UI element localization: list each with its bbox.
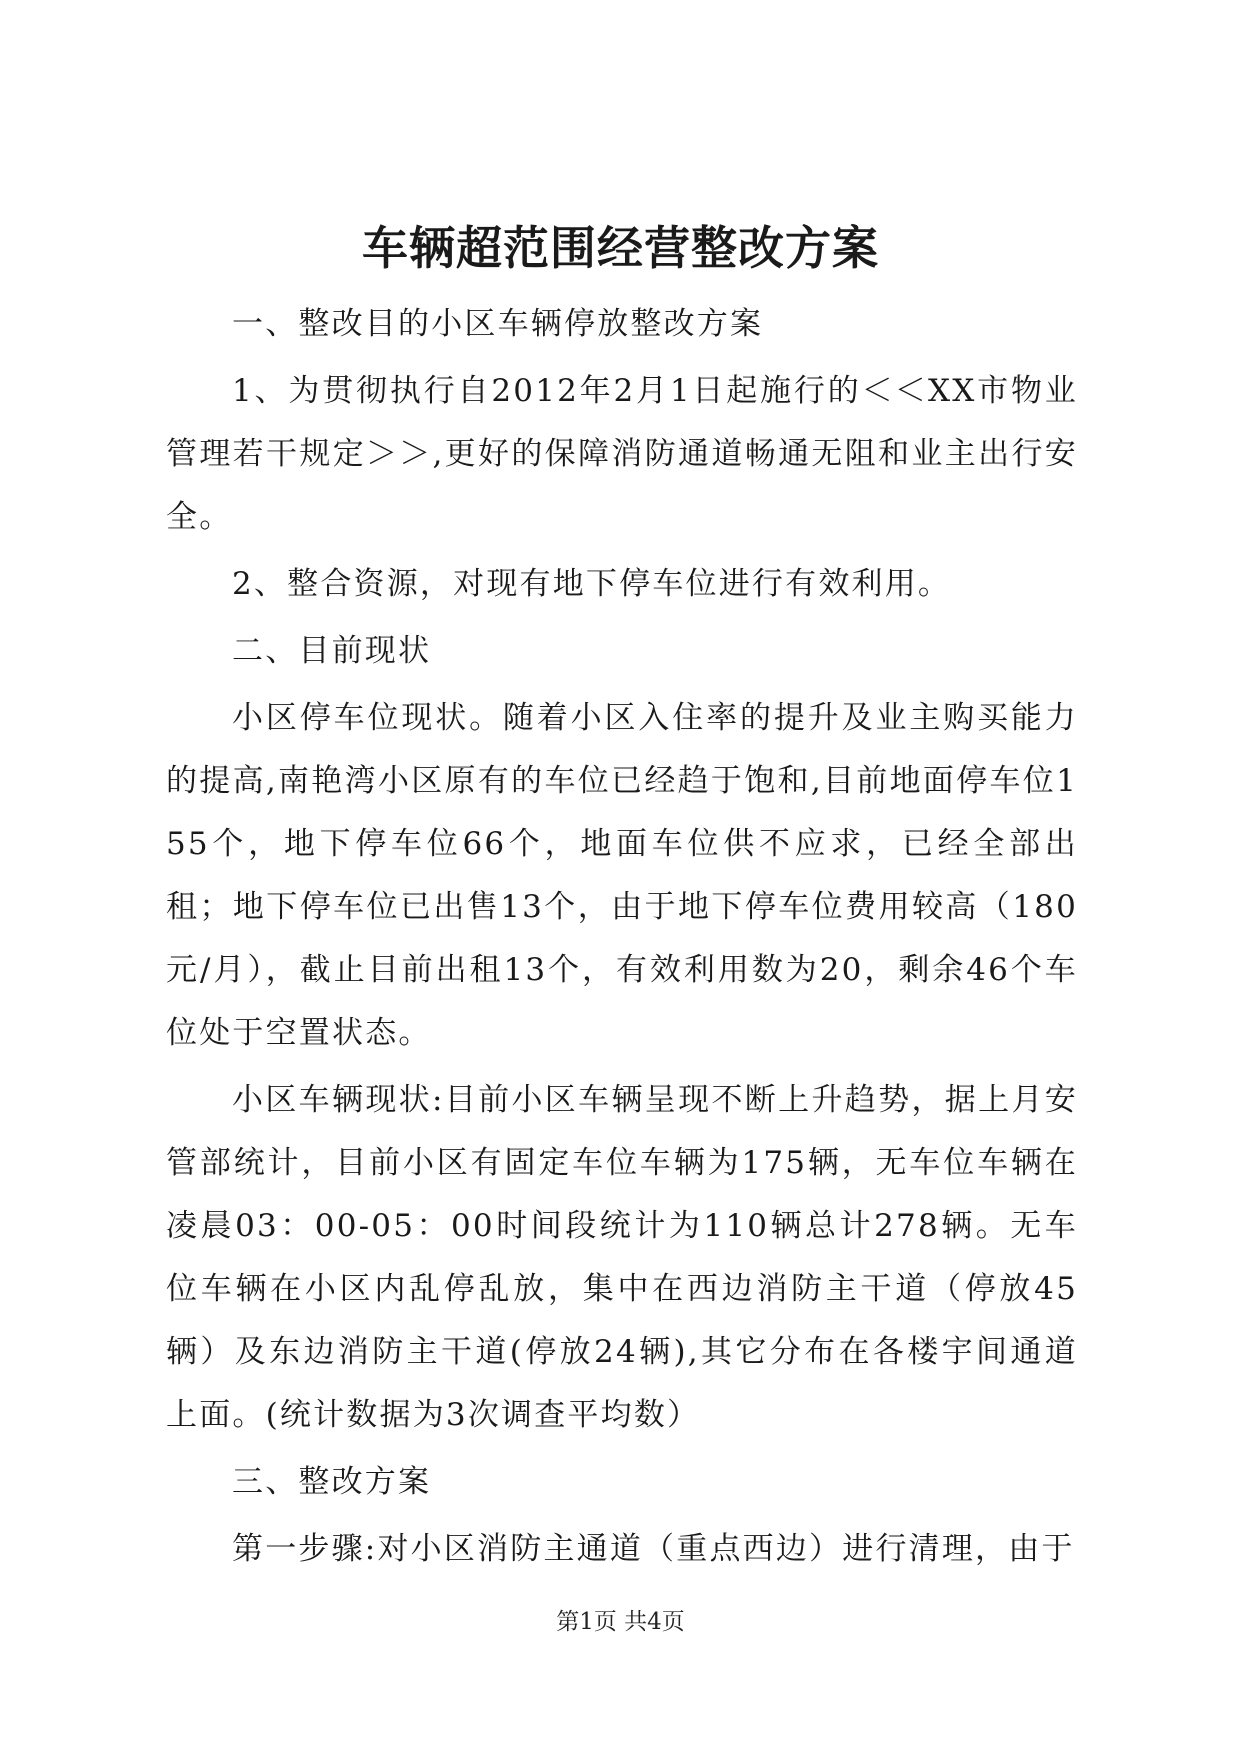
paragraph: 二、目前现状 bbox=[232, 633, 432, 669]
paragraph: 一、整改目的小区车辆停放整改方案 bbox=[232, 306, 764, 342]
paragraph: 第一步骤:对小区消防主通道（重点西边）进行清理，由于 bbox=[232, 1531, 1075, 1567]
document-title: 车辆超范围经营整改方案 bbox=[362, 221, 879, 275]
paragraph: 三、整改方案 bbox=[232, 1464, 432, 1500]
paragraph: 小区车辆现状:目前小区车辆呈现不断上升趋势，据上月安管部统计，目前小区有固定车位车辆为175辆，无车位车辆在凌晨03：00-05：00时间段统计为110辆总计278辆。无车位车辆在小区内乱停乱放，集中在西边消防主干道（停放45辆）及东边消防主干道(停放24辆),其它分布在各楼宇间通道上面。(统计数据为3次调查平均数） bbox=[166, 1082, 1078, 1433]
document-body bbox=[166, 293, 1078, 1585]
paragraph: 小区停车位现状。随着小区入住率的提升及业主购买能力的提高,南艳湾小区原有的车位已经趋于饱和,目前地面停车位155个，地下停车位66个，地面车位供不应求，已经全部出租；地下停车位已出售13个，由于地下停车位费用较高（180元/月），截止目前出租13个，有效利用数为20，剩余46个车位处于空置状态。 bbox=[166, 700, 1078, 1051]
page-footer: 第1页 共4页 bbox=[556, 1609, 685, 1635]
paragraph: 1、为贯彻执行自2012年2月1日起施行的＜＜XX市物业管理若干规定＞＞,更好的保障消防通道畅通无阻和业主出行安全。 bbox=[166, 373, 1078, 535]
paragraph: 2、整合资源，对现有地下停车位进行有效利用。 bbox=[232, 566, 952, 602]
